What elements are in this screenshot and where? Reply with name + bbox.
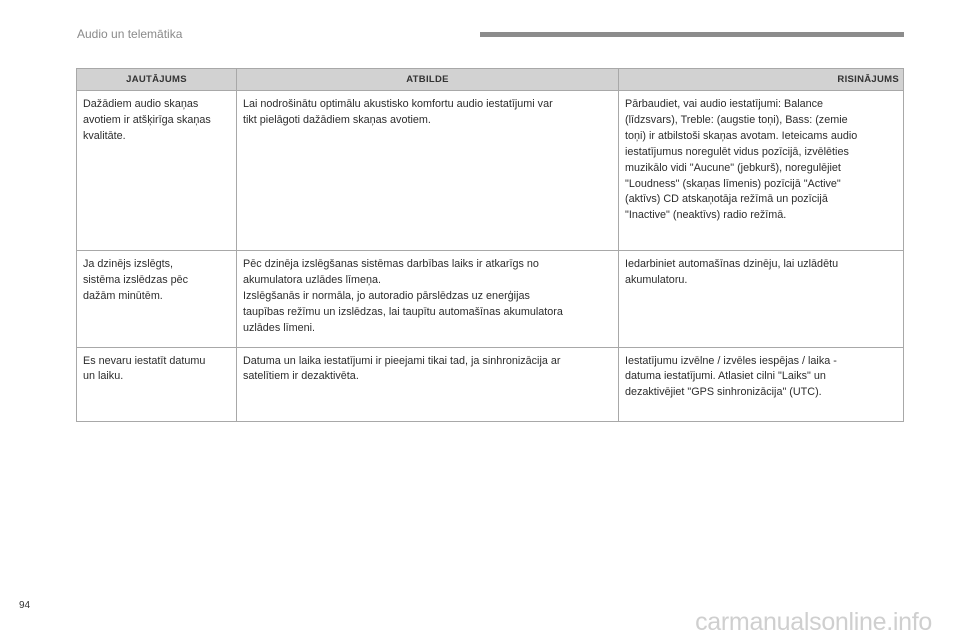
text-line: akumulatoru. [625, 273, 688, 286]
text-line: taupības režīmu un izslēdzas, lai taupītu automašīnas akumulatora [243, 305, 563, 318]
text-line: datuma iestatījumi. Atlasiet cilni "Laiks" un [625, 370, 826, 383]
question-cell [77, 251, 237, 348]
text-line: (līdzsvars), Treble: (augstie toņi), Bass: (zemie [625, 113, 848, 126]
page-number: 94 [19, 600, 31, 611]
text-line: akumulatora uzlādes līmeņa. [243, 273, 382, 286]
text-line: Izslēgšanās ir normāla, jo autoradio pārslēdzas uz enerģijas [243, 289, 530, 302]
table-header-row [77, 69, 904, 91]
text-line: iestatījumus noregulēt vidus pozīcijā, izvēlēties [625, 145, 849, 158]
text-line: uzlādes līmeni. [243, 321, 316, 334]
answer-cell [237, 251, 619, 348]
table-row [77, 251, 904, 348]
text-line: Iedarbiniet automašīnas dzinēju, lai uzlādētu [625, 258, 839, 270]
text-line: Pēc dzinēja izslēgšanas sistēmas darbības laiks ir atkarīgs no [243, 258, 539, 270]
text-line: "Inactive" (neaktīvs) radio režīmā. [625, 209, 787, 222]
text-line: "Loudness" (skaņas līmenis) pozīcijā "Active" [625, 177, 841, 190]
text-line: dažām minūtēm. [83, 289, 163, 302]
text-line: Iestatījumu izvēlne / izvēles iespējas / laika - [625, 354, 837, 367]
watermark: carmanualsonline.info [695, 608, 932, 636]
text-line: kvalitāte. [83, 129, 126, 142]
column-header-solution: RISINĀJUMS [619, 69, 904, 91]
text-line: muzikālo vidi "Aucune" (jebkurš), noregulējiet [625, 161, 841, 174]
text-line: sistēma izslēdzas pēc [83, 273, 189, 286]
text-line: satelītiem ir dezaktivēta. [243, 370, 359, 383]
text-line: dezaktivējiet "GPS sinhronizācija" (UTC). [625, 386, 822, 399]
solution-cell [619, 251, 904, 348]
column-header-question: JAUTĀJUMS [77, 69, 237, 91]
question-cell [77, 91, 237, 251]
text-line: (aktīvs) CD atskaņotāja režīmā un pozīcijā [625, 193, 828, 206]
solution-cell [619, 347, 904, 421]
answer-cell [237, 91, 619, 251]
text-line: toņi) ir atbilstoši skaņas avotam. Ieteicams audio [625, 129, 858, 142]
section-title: Audio un telemātika [77, 27, 183, 41]
text-line: Datuma un laika iestatījumi ir pieejami tikai tad, ja sinhronizācija ar [243, 354, 561, 367]
text-line: Lai nodrošinātu optimālu akustisko komfortu audio iestatījumi var [243, 98, 553, 110]
table-row [77, 91, 904, 251]
text-line: avotiem ir atšķirīga skaņas [83, 113, 211, 126]
solution-cell [619, 91, 904, 251]
answer-cell [237, 347, 619, 421]
text-line: Ja dzinējs izslēgts, [83, 258, 174, 270]
text-line: Es nevaru iestatīt datumu [83, 354, 206, 367]
text-line: tikt pielāgoti dažādiem skaņas avotiem. [243, 113, 431, 126]
text-line: Pārbaudiet, vai audio iestatījumi: Balance [625, 98, 824, 110]
text-line: Dažādiem audio skaņas [83, 98, 199, 110]
header-rule [480, 32, 904, 37]
column-header-answer: ATBILDE [237, 69, 619, 91]
text-line: un laiku. [83, 370, 124, 383]
table-row [77, 347, 904, 421]
question-cell [77, 347, 237, 421]
faq-table [76, 68, 904, 422]
